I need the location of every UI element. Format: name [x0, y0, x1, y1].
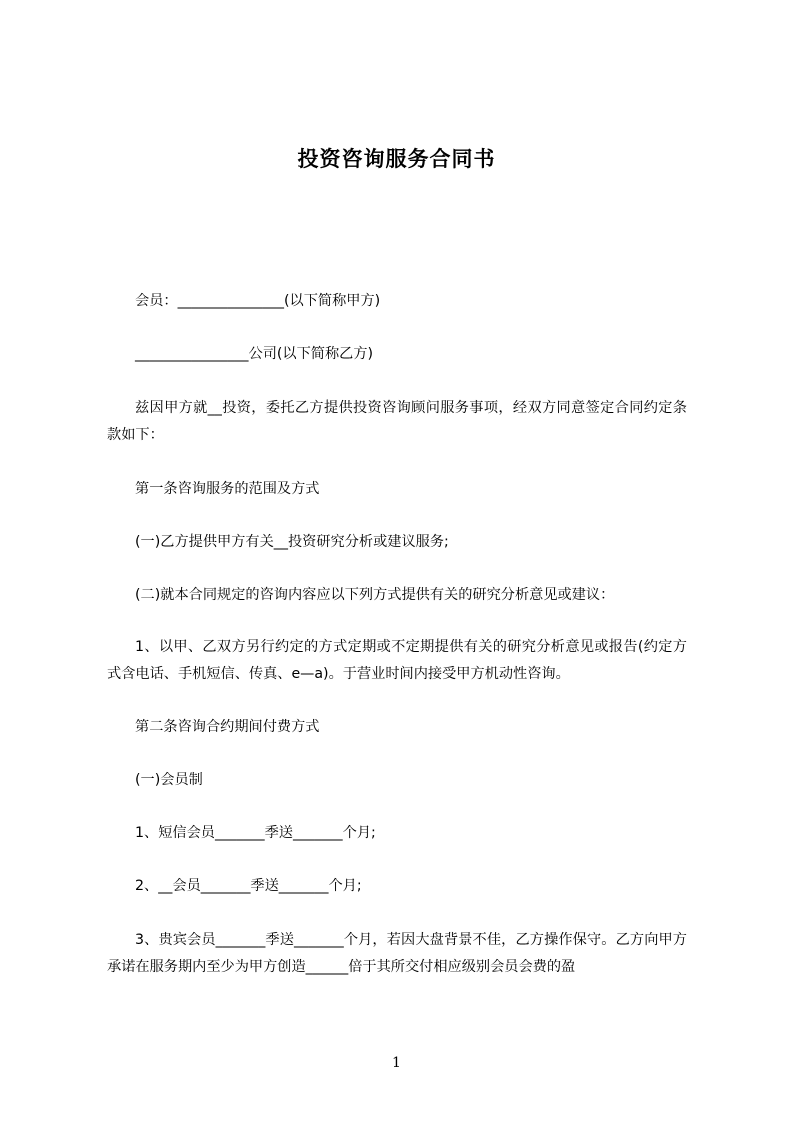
preamble-paragraph: 兹因甲方就__投资，委托乙方提供投资咨询顾问服务事项，经双方同意签定合同约定条款如下：	[107, 400, 687, 443]
document-title: 投资咨询服务合同书	[297, 147, 496, 171]
article-2-heading: 第二条咨询合约期间付费方式	[135, 719, 320, 735]
article-1-item-1: (一)乙方提供甲方有关__投资研究分析或建议服务;	[135, 534, 449, 550]
membership-vip: 3、贵宾会员_______季送_______个月，若因大盘背景不佳，乙方操作保守。乙方向甲方承诺在服务期内至少为甲方创造______倍于其所交付相应级别会员会费的盈	[107, 932, 687, 975]
membership-heading: (一)会员制	[135, 772, 203, 788]
article-1-clause-1: 1、以甲、乙双方另行约定的方式定期或不定期提供有关的研究分析意见或报告(约定方式含电话、手机短信、传真、e—a)。于营业时间内接受甲方机动性咨询。	[107, 639, 687, 682]
party-b-line: ________________公司(以下简称乙方)	[135, 346, 374, 362]
party-a-line: 会员：_______________(以下简称甲方)	[135, 293, 381, 309]
article-1-item-2: (二)就本合同规定的咨询内容应以下列方式提供有关的研究分析意见或建议：	[135, 587, 615, 603]
membership-level-2: 2、__会员_______季送_______个月;	[135, 878, 362, 894]
membership-sms: 1、短信会员_______季送_______个月;	[135, 825, 376, 841]
article-1-heading: 第一条咨询服务的范围及方式	[135, 481, 320, 497]
page-number: 1	[392, 1055, 401, 1071]
